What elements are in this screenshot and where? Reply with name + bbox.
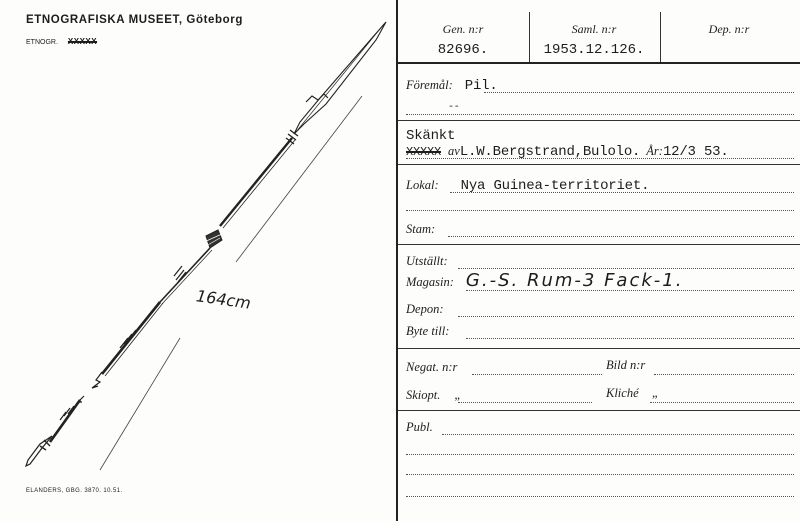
middle-binding [206, 230, 222, 248]
department-label: ETNOGR. [26, 39, 58, 46]
donor-value: L.W.Bergstrand,Bulolo. [459, 144, 641, 160]
foremal-dots [484, 92, 794, 93]
shaft-lower [102, 302, 160, 374]
saml-number-label: Saml. n:r [571, 22, 617, 36]
foremal-dash: -- [448, 102, 460, 113]
catalog-form [396, 0, 800, 521]
depon-dots [458, 316, 794, 317]
arrow-drawing [0, 0, 396, 521]
byte-rule [398, 348, 800, 349]
depon-row [406, 300, 794, 316]
gen-number-label: Gen. n:r [442, 22, 484, 36]
header-divider-1 [529, 12, 530, 62]
foremal-label: Föremål: [406, 78, 453, 92]
year-label: År: [646, 144, 663, 158]
magasin-label: Magasin: [406, 275, 454, 289]
museum-name: ETNOGRAFISKA MUSEET, Göteborg [26, 14, 243, 26]
utstallt-row [406, 252, 794, 268]
gen-number-value: 82696. [437, 42, 489, 58]
donor-rule [398, 164, 800, 165]
byte-label: Byte till: [406, 324, 450, 338]
stam-rule [398, 244, 800, 245]
number-header [398, 12, 798, 62]
negat-row [406, 358, 794, 374]
donor-dots [406, 158, 794, 159]
magasin-value: G.-S. Rum-3 Fack-1. [465, 270, 684, 291]
header-divider-2 [660, 12, 661, 62]
printer-imprint: ELANDERS, GBG. 3870. 10.51. [26, 488, 123, 494]
shaft-break-upper [92, 372, 102, 388]
shaft-fragment [50, 400, 80, 442]
byte-row [406, 322, 794, 338]
utstallt-label: Utställt: [406, 254, 448, 268]
publ-row [406, 418, 794, 434]
lokal-row [406, 176, 794, 192]
byte-dots [466, 338, 794, 339]
skiopt-dots [458, 402, 592, 403]
header-bottom-rule [398, 62, 800, 64]
stam-label: Stam: [406, 222, 436, 236]
lokal-value: Nya Guinea-territoriet. [460, 178, 650, 194]
skiopt-row [406, 386, 794, 402]
skiopt-value: „ [454, 388, 462, 402]
dep-number-label: Dep. n:r [708, 22, 750, 36]
guide-line-upper [236, 96, 362, 262]
publ-dots-2 [406, 454, 794, 455]
negat-label: Negat. n:r [406, 360, 458, 374]
guide-line-lower [100, 338, 180, 470]
length-annotation: 164cm [194, 286, 252, 313]
saml-number-value: 1953.12.126. [543, 42, 645, 58]
arrow-butt [26, 436, 52, 466]
bild-label: Bild n:r [606, 358, 646, 372]
shaft-upper [220, 138, 292, 226]
foremal-row [406, 76, 794, 92]
negat-dots [472, 374, 602, 375]
foremal-continuation-dots [406, 114, 794, 115]
lokal-continuation-dots [406, 210, 794, 211]
magasin-dots [466, 290, 794, 291]
donor-row [406, 142, 794, 158]
kliche-dots [650, 402, 794, 403]
depon-label: Depon: [406, 302, 444, 316]
skiopt-rule [398, 410, 800, 411]
skiopt-label: Skiopt. [406, 388, 441, 402]
foremal-rule [398, 120, 800, 121]
crossed-acquisition-label: XXXXX [406, 145, 442, 159]
shaft-band-2 [120, 330, 136, 348]
publ-dots-4 [406, 496, 794, 497]
publ-dots-3 [406, 474, 794, 475]
gen-number-cell [398, 12, 528, 62]
publ-dots-1 [442, 434, 794, 435]
department-crossed-out: XXXXX [67, 37, 98, 46]
publ-label: Publ. [406, 420, 433, 434]
magasin-row [406, 270, 794, 291]
lokal-dots [450, 192, 794, 193]
bild-dots [654, 374, 794, 375]
stam-dots [448, 236, 794, 237]
dep-number-cell [660, 12, 798, 62]
utstallt-dots [458, 268, 794, 269]
saml-number-cell [529, 12, 659, 62]
acquired-method-row [406, 126, 794, 142]
foremal-value: Pil. [464, 78, 498, 94]
drawing-panel [0, 0, 396, 521]
lokal-label: Lokal: [406, 178, 439, 192]
kliche-value: „ [652, 386, 659, 400]
foremal-dash-row [448, 96, 794, 112]
av-label: av [448, 144, 460, 158]
stam-row [406, 220, 794, 236]
year-value: 12/3 53. [662, 144, 729, 160]
acquired-method-value: Skänkt [406, 128, 456, 144]
kliche-label: Kliché [606, 386, 639, 400]
